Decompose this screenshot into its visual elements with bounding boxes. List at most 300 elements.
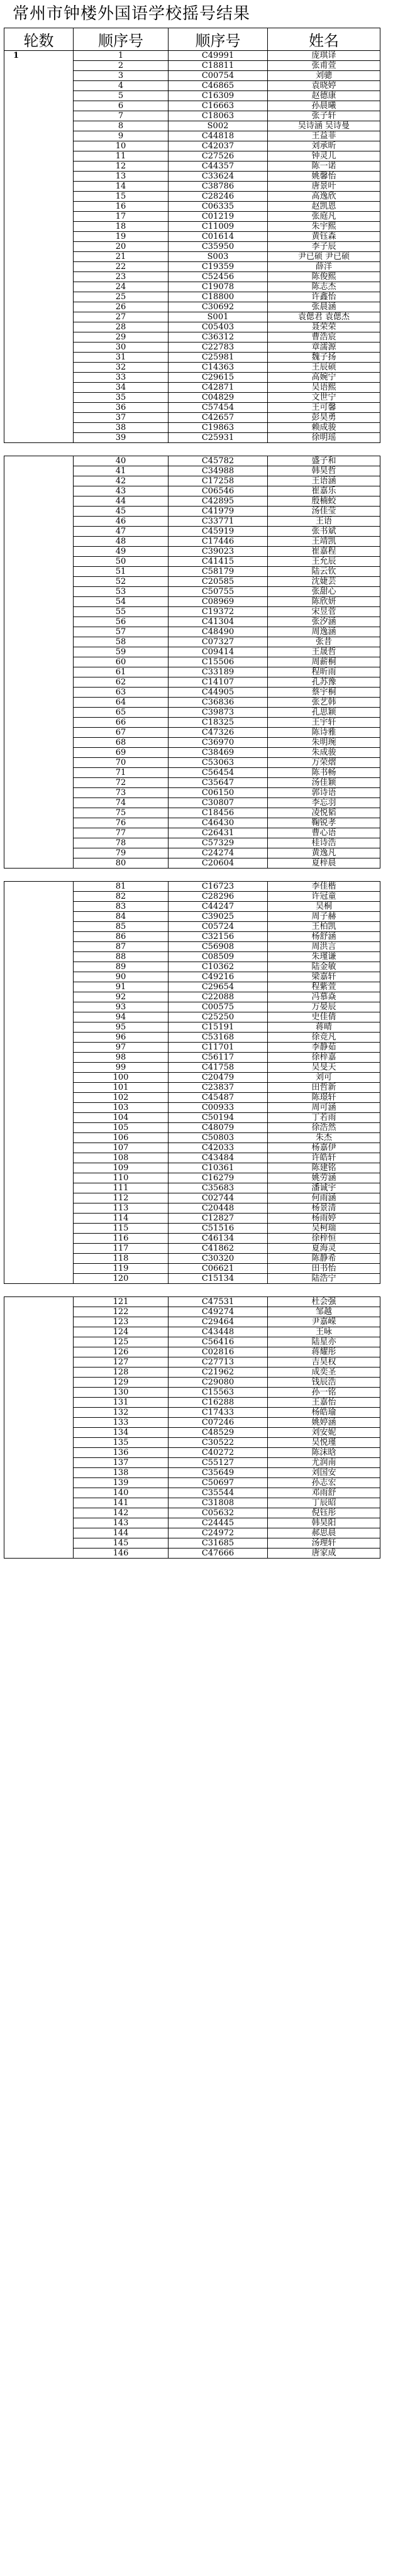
order-number-cell: 127 (74, 1357, 169, 1367)
order-number-cell: 129 (74, 1378, 169, 1388)
name-cell: 王晟哲 (268, 647, 380, 657)
name-cell: 孙一铭 (268, 1388, 380, 1398)
order-code-cell: C24445 (169, 1518, 268, 1528)
name-cell: 朱宇熙 (268, 222, 380, 232)
order-code-cell: C42657 (169, 413, 268, 423)
name-cell: 郭诗语 (268, 788, 380, 798)
order-number-cell: 144 (74, 1528, 169, 1538)
order-code-cell: C15506 (169, 657, 268, 667)
name-cell: 薛洋 (268, 262, 380, 272)
order-number-cell: 95 (74, 1022, 169, 1033)
order-code-cell: C49274 (169, 1307, 268, 1317)
name-cell: 崔嘉乐 (268, 486, 380, 496)
order-code-cell: C05724 (169, 922, 268, 932)
order-code-cell: C41304 (169, 617, 268, 627)
order-number-cell: 71 (74, 768, 169, 778)
order-code-cell: C20585 (169, 577, 268, 587)
order-code-cell: C21962 (169, 1367, 268, 1378)
order-code-cell: C35649 (169, 1468, 268, 1478)
order-code-cell: C06621 (169, 1264, 268, 1274)
order-number-cell: 3 (74, 71, 169, 81)
order-number-cell: 94 (74, 1012, 169, 1022)
name-cell: 吴旻天 (268, 1063, 380, 1073)
order-code-cell: C53168 (169, 1033, 268, 1043)
name-cell: 王允辰 (268, 557, 380, 567)
order-number-cell: 37 (74, 413, 169, 423)
order-number-cell: 29 (74, 332, 169, 343)
order-number-cell: 6 (74, 101, 169, 111)
order-number-cell: 62 (74, 677, 169, 688)
order-number-cell: 116 (74, 1234, 169, 1244)
name-cell: 曹心语 (268, 828, 380, 838)
order-code-cell: C15134 (169, 1274, 268, 1284)
name-cell: 蒋晴 (268, 1022, 380, 1033)
name-cell: 周薪桐 (268, 657, 380, 667)
order-number-cell: 80 (74, 858, 169, 869)
order-code-cell: C29615 (169, 373, 268, 383)
order-code-cell: C16279 (169, 1173, 268, 1183)
order-code-cell: C55127 (169, 1458, 268, 1468)
order-code-cell: C17446 (169, 537, 268, 547)
order-code-cell: C04829 (169, 393, 268, 403)
order-code-cell: C22783 (169, 343, 268, 353)
order-number-cell: 91 (74, 982, 169, 992)
name-cell: 黄钰森 (268, 232, 380, 242)
order-number-cell: 28 (74, 322, 169, 332)
order-code-cell: C51516 (169, 1224, 268, 1234)
name-cell: 尹已硕 尹已硕 (268, 252, 380, 262)
order-number-cell: 130 (74, 1388, 169, 1398)
order-number-cell: 27 (74, 312, 169, 322)
name-cell: 冯慕焱 (268, 992, 380, 1002)
order-number-cell: 63 (74, 688, 169, 698)
order-number-cell: 43 (74, 486, 169, 496)
order-number-cell: 135 (74, 1438, 169, 1448)
order-code-cell: C19078 (169, 282, 268, 292)
order-number-cell: 50 (74, 557, 169, 567)
order-code-cell: C20448 (169, 1203, 268, 1214)
name-cell: 杨舒涵 (268, 932, 380, 942)
order-number-cell: 88 (74, 952, 169, 962)
name-cell: 张昔 (268, 637, 380, 647)
name-cell: 聂荣荣 (268, 322, 380, 332)
name-cell: 宋昱菅 (268, 607, 380, 617)
order-number-cell: 2 (74, 61, 169, 71)
name-cell: 张艺韩 (268, 698, 380, 708)
order-number-cell: 58 (74, 637, 169, 647)
name-cell: 王可馨 (268, 403, 380, 413)
name-cell: 张汐涵 (268, 617, 380, 627)
order-number-cell: 113 (74, 1203, 169, 1214)
order-code-cell: C36970 (169, 738, 268, 748)
name-cell: 王柏凯 (268, 922, 380, 932)
order-number-cell: 73 (74, 788, 169, 798)
order-code-cell: C42895 (169, 496, 268, 507)
order-code-cell: C11009 (169, 222, 268, 232)
name-cell: 陈诗雅 (268, 728, 380, 738)
order-code-cell: C33624 (169, 172, 268, 182)
order-code-cell: C00933 (169, 1103, 268, 1113)
name-cell: 刘骢 (268, 71, 380, 81)
table-row (4, 1297, 380, 1307)
order-code-cell: C46134 (169, 1234, 268, 1244)
name-cell: 姚劳涵 (268, 1173, 380, 1183)
name-cell: 周逸涵 (268, 627, 380, 637)
name-cell: 高逸欣 (268, 192, 380, 202)
order-number-cell: 79 (74, 848, 169, 858)
name-cell: 汤理轩 (268, 1538, 380, 1548)
order-number-cell: 49 (74, 547, 169, 557)
order-number-cell: 106 (74, 1133, 169, 1143)
order-code-cell: C53063 (169, 758, 268, 768)
order-number-cell: 143 (74, 1518, 169, 1528)
name-cell: 陈沫晗 (268, 1448, 380, 1458)
name-cell: 王靖凯 (268, 537, 380, 547)
name-cell: 沈婕芸 (268, 577, 380, 587)
name-cell: 汤佳莹 (268, 507, 380, 517)
order-code-cell: C56908 (169, 942, 268, 952)
order-number-cell: 45 (74, 507, 169, 517)
lottery-result-table (4, 28, 380, 1559)
order-code-cell: C00754 (169, 71, 268, 81)
name-cell: 丁若雨 (268, 1113, 380, 1123)
name-cell: 徐梓恒 (268, 1234, 380, 1244)
order-number-cell: 121 (74, 1297, 169, 1307)
name-cell: 韩昊阳 (268, 1518, 380, 1528)
order-number-cell: 117 (74, 1244, 169, 1254)
order-code-cell: C06546 (169, 486, 268, 496)
order-number-cell: 47 (74, 527, 169, 537)
order-code-cell: C02816 (169, 1347, 268, 1357)
order-code-cell: C40272 (169, 1448, 268, 1458)
order-code-cell: C52456 (169, 272, 268, 282)
name-cell: 钟灵儿 (268, 151, 380, 162)
order-code-cell: C05403 (169, 322, 268, 332)
order-number-cell: 140 (74, 1488, 169, 1498)
name-cell: 章濡源 (268, 343, 380, 353)
order-code-cell: C48490 (169, 627, 268, 637)
order-number-cell: 69 (74, 748, 169, 758)
name-cell: 黄逸凡 (268, 848, 380, 858)
order-number-cell: 31 (74, 353, 169, 363)
order-number-cell: 17 (74, 212, 169, 222)
name-cell: 吴柯瑞 (268, 1224, 380, 1234)
order-number-cell: 15 (74, 192, 169, 202)
order-number-cell: 124 (74, 1327, 169, 1337)
order-number-cell: 34 (74, 383, 169, 393)
order-code-cell: C22088 (169, 992, 268, 1002)
order-number-cell: 78 (74, 838, 169, 848)
order-number-cell: 42 (74, 476, 169, 486)
order-code-cell: C05632 (169, 1508, 268, 1518)
order-number-cell: 26 (74, 302, 169, 312)
name-cell: 周洪言 (268, 942, 380, 952)
order-code-cell: C33771 (169, 517, 268, 527)
order-code-cell: C42033 (169, 1143, 268, 1153)
name-cell: 朱瑾谦 (268, 952, 380, 962)
name-cell: 张甜心 (268, 587, 380, 597)
name-cell: 孔苏豫 (268, 677, 380, 688)
order-number-cell: 64 (74, 698, 169, 708)
order-code-cell: C17258 (169, 476, 268, 486)
order-code-cell: C26431 (169, 828, 268, 838)
name-cell: 李子辰 (268, 242, 380, 252)
order-number-cell: 100 (74, 1073, 169, 1083)
order-code-cell: C57329 (169, 838, 268, 848)
name-cell: 徐明瑶 (268, 433, 380, 443)
name-cell: 程紫萱 (268, 982, 380, 992)
name-cell: 文世宁 (268, 393, 380, 403)
order-number-cell: 81 (74, 882, 169, 892)
name-cell: 鞠锐孝 (268, 818, 380, 828)
order-number-cell: 39 (74, 433, 169, 443)
order-code-cell: C06335 (169, 202, 268, 212)
name-cell: 曹浩宸 (268, 332, 380, 343)
name-cell: 许冠童 (268, 892, 380, 902)
order-number-cell: 85 (74, 922, 169, 932)
name-cell: 邹越 (268, 1307, 380, 1317)
order-number-cell: 36 (74, 403, 169, 413)
name-cell: 张书斌 (268, 527, 380, 537)
name-cell: 陈欣妍 (268, 597, 380, 607)
name-cell: 袁偲君 袁偲杰 (268, 312, 380, 322)
order-code-cell: C45782 (169, 456, 268, 466)
name-cell: 杨景清 (268, 1203, 380, 1214)
order-code-cell: C47326 (169, 728, 268, 738)
order-code-cell: C18800 (169, 292, 268, 302)
name-cell: 张庭凡 (268, 212, 380, 222)
name-cell: 吴悦瑾 (268, 1438, 380, 1448)
name-cell: 成奕圣 (268, 1367, 380, 1378)
name-cell: 王咏 (268, 1327, 380, 1337)
order-code-cell: C29654 (169, 982, 268, 992)
order-number-cell: 52 (74, 577, 169, 587)
order-number-cell: 102 (74, 1093, 169, 1103)
name-cell: 赵德康 (268, 91, 380, 101)
name-cell: 吴桐 (268, 902, 380, 912)
order-number-cell: 132 (74, 1408, 169, 1418)
order-number-cell: 32 (74, 363, 169, 373)
name-cell: 刘可 (268, 1073, 380, 1083)
name-cell: 陈俊熙 (268, 272, 380, 282)
order-code-cell: C09414 (169, 647, 268, 657)
name-cell: 凌悦韬 (268, 808, 380, 818)
name-cell: 吴诗涵 吴诗曼 (268, 121, 380, 131)
order-code-cell: C18456 (169, 808, 268, 818)
order-number-cell: 136 (74, 1448, 169, 1458)
order-code-cell: C08509 (169, 952, 268, 962)
order-number-cell: 125 (74, 1337, 169, 1347)
order-code-cell: C50803 (169, 1133, 268, 1143)
name-cell: 陆金敏 (268, 962, 380, 972)
name-cell: 姚馨怡 (268, 172, 380, 182)
order-number-cell: 38 (74, 423, 169, 433)
order-code-cell: C15563 (169, 1388, 268, 1398)
order-number-cell: 128 (74, 1367, 169, 1378)
name-cell: 张子轩 (268, 111, 380, 121)
order-code-cell: S003 (169, 252, 268, 262)
order-code-cell: C18063 (169, 111, 268, 121)
order-number-cell: 107 (74, 1143, 169, 1153)
order-number-cell: 14 (74, 182, 169, 192)
name-cell: 万晏辰 (268, 1002, 380, 1012)
order-code-cell: C56454 (169, 768, 268, 778)
order-number-cell: 40 (74, 456, 169, 466)
order-number-cell: 133 (74, 1418, 169, 1428)
order-number-cell: 110 (74, 1173, 169, 1183)
order-number-cell: 119 (74, 1264, 169, 1274)
order-code-cell: S001 (169, 312, 268, 322)
order-number-cell: 104 (74, 1113, 169, 1123)
order-code-cell: C43448 (169, 1327, 268, 1337)
name-cell: 史佳倩 (268, 1012, 380, 1022)
name-cell: 刘国安 (268, 1468, 380, 1478)
order-code-cell: C50755 (169, 587, 268, 597)
order-code-cell: C39025 (169, 912, 268, 922)
order-code-cell: C47666 (169, 1548, 268, 1559)
name-cell: 彭昊勇 (268, 413, 380, 423)
name-cell: 袁晓婷 (268, 81, 380, 91)
order-number-cell: 19 (74, 232, 169, 242)
order-code-cell: C30320 (169, 1254, 268, 1264)
name-cell: 李佳楷 (268, 882, 380, 892)
name-cell: 徐竞凡 (268, 1033, 380, 1043)
group-spacer (4, 443, 380, 456)
order-number-cell: 56 (74, 617, 169, 627)
order-number-cell: 105 (74, 1123, 169, 1133)
name-cell: 陆浩宁 (268, 1274, 380, 1284)
name-cell: 王语涵 (268, 476, 380, 486)
name-cell: 魏子扬 (268, 353, 380, 363)
order-number-cell: 145 (74, 1538, 169, 1548)
order-code-cell: C14107 (169, 677, 268, 688)
order-code-cell: C31685 (169, 1538, 268, 1548)
order-number-cell: 5 (74, 91, 169, 101)
name-cell: 陈建铭 (268, 1163, 380, 1173)
order-number-cell: 99 (74, 1063, 169, 1073)
order-number-cell: 16 (74, 202, 169, 212)
order-code-cell: C46430 (169, 818, 268, 828)
order-number-cell: 9 (74, 131, 169, 141)
order-code-cell: C35683 (169, 1183, 268, 1193)
name-cell: 梁嘉轩 (268, 972, 380, 982)
order-code-cell: C01614 (169, 232, 268, 242)
order-code-cell: C39023 (169, 547, 268, 557)
order-code-cell: C48529 (169, 1428, 268, 1438)
order-code-cell: C23837 (169, 1083, 268, 1093)
order-number-cell: 76 (74, 818, 169, 828)
order-number-cell: 1 (74, 51, 169, 61)
order-number-cell: 83 (74, 902, 169, 912)
order-code-cell: C16309 (169, 91, 268, 101)
group-spacer (4, 869, 380, 882)
name-cell: 徐浩然 (268, 1123, 380, 1133)
order-code-cell: C16288 (169, 1398, 268, 1408)
name-cell: 朱明琬 (268, 738, 380, 748)
name-cell: 倪钰彤 (268, 1508, 380, 1518)
order-code-cell: C41415 (169, 557, 268, 567)
order-code-cell: C28246 (169, 192, 268, 202)
order-code-cell: C34988 (169, 466, 268, 476)
order-code-cell: C25931 (169, 433, 268, 443)
name-cell: 许鑫怡 (268, 292, 380, 302)
order-code-cell: C16723 (169, 882, 268, 892)
name-cell: 韩昊哲 (268, 466, 380, 476)
order-number-cell: 89 (74, 962, 169, 972)
order-code-cell: C16663 (169, 101, 268, 111)
order-number-cell: 114 (74, 1214, 169, 1224)
table-row (4, 456, 380, 466)
order-code-cell: C20604 (169, 858, 268, 869)
order-number-cell: 24 (74, 282, 169, 292)
order-code-cell: C44357 (169, 162, 268, 172)
name-cell: 蔡宇桐 (268, 688, 380, 698)
order-number-cell: 141 (74, 1498, 169, 1508)
order-number-cell: 59 (74, 647, 169, 657)
order-code-cell: C41979 (169, 507, 268, 517)
order-code-cell: C08969 (169, 597, 268, 607)
order-number-cell: 54 (74, 597, 169, 607)
name-cell: 姚婷涵 (268, 1418, 380, 1428)
order-code-cell: C18325 (169, 718, 268, 728)
name-cell: 王辰硕 (268, 363, 380, 373)
order-code-cell: C07246 (169, 1418, 268, 1428)
order-number-cell: 21 (74, 252, 169, 262)
name-cell: 潘诚宇 (268, 1183, 380, 1193)
order-number-cell: 22 (74, 262, 169, 272)
name-cell: 朱杰 (268, 1133, 380, 1143)
order-number-cell: 11 (74, 151, 169, 162)
table-row (4, 51, 380, 61)
name-cell: 钱辰浩 (268, 1378, 380, 1388)
order-number-cell: 18 (74, 222, 169, 232)
order-number-cell: 7 (74, 111, 169, 121)
name-cell: 陈书畅 (268, 768, 380, 778)
order-number-cell: 123 (74, 1317, 169, 1327)
order-code-cell: C27713 (169, 1357, 268, 1367)
order-number-cell: 25 (74, 292, 169, 302)
order-number-cell: 23 (74, 272, 169, 282)
name-cell: 孔思颖 (268, 708, 380, 718)
order-code-cell: S002 (169, 121, 268, 131)
page-title: 常州市钟楼外国语学校摇号结果 (13, 4, 251, 23)
name-cell: 徐梓嘉 (268, 1053, 380, 1063)
order-code-cell: C29464 (169, 1317, 268, 1327)
name-cell: 刘承昕 (268, 141, 380, 151)
name-cell: 张甫萱 (268, 61, 380, 71)
order-number-cell: 134 (74, 1428, 169, 1438)
name-cell: 张晨涵 (268, 302, 380, 312)
name-cell: 唐家成 (268, 1548, 380, 1559)
order-number-cell: 67 (74, 728, 169, 738)
name-cell: 王宇轩 (268, 718, 380, 728)
table-row (4, 882, 380, 892)
order-code-cell: C35544 (169, 1488, 268, 1498)
order-number-cell: 82 (74, 892, 169, 902)
name-cell: 崔嘉程 (268, 547, 380, 557)
order-code-cell: C33189 (169, 667, 268, 677)
order-number-cell: 142 (74, 1508, 169, 1518)
name-cell: 王嘉怡 (268, 1398, 380, 1408)
name-cell: 杨嘉伊 (268, 1143, 380, 1153)
order-number-cell: 12 (74, 162, 169, 172)
order-number-cell: 87 (74, 942, 169, 952)
order-number-cell: 44 (74, 496, 169, 507)
name-cell: 陈志杰 (268, 282, 380, 292)
order-code-cell: C30692 (169, 302, 268, 312)
table-header-row (4, 28, 380, 51)
order-number-cell: 65 (74, 708, 169, 718)
